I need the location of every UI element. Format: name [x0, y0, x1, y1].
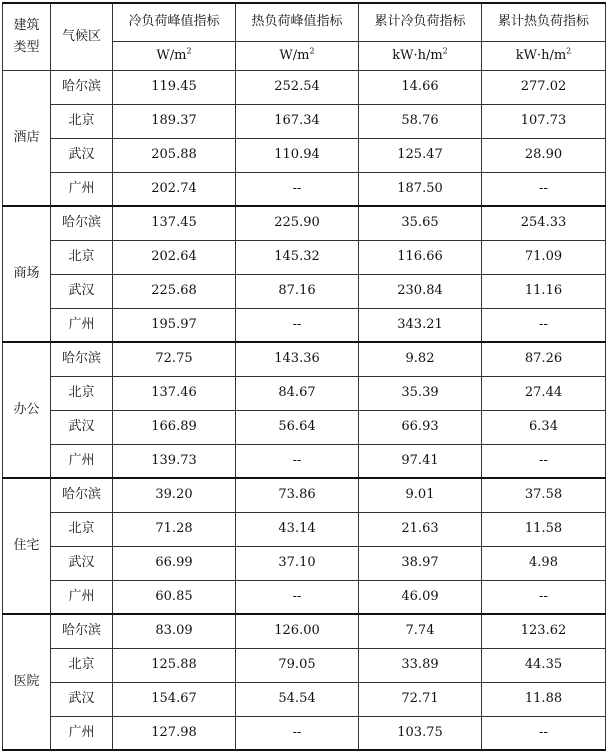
cell-cool-cumulative: 33.89 [359, 648, 482, 682]
cell-cool-peak: 137.45 [113, 206, 236, 240]
cell-cool-peak: 127.98 [113, 716, 236, 750]
cell-heat-cumulative: 6.34 [482, 410, 606, 444]
unit-superscript: 2 [442, 46, 448, 56]
header-row [3, 3, 606, 41]
cell-cool-cumulative: 66.93 [359, 410, 482, 444]
cell-cool-cumulative: 125.47 [359, 138, 482, 172]
cell-heat-peak: 56.64 [236, 410, 359, 444]
cell-cool-cumulative: 97.41 [359, 444, 482, 478]
cell-cool-peak: 39.20 [113, 478, 236, 512]
table-row [3, 206, 606, 240]
cell-cool-peak: 139.73 [113, 444, 236, 478]
table-row [3, 580, 606, 614]
cell-cool-peak: 137.46 [113, 376, 236, 410]
load-index-table [2, 2, 606, 751]
cell-cool-cumulative: 187.50 [359, 172, 482, 206]
table-row [3, 240, 606, 274]
unit-text: W/m [156, 47, 187, 63]
header-heat-cumulative: 累计热负荷指标 [482, 3, 606, 41]
cell-heat-peak: 79.05 [236, 648, 359, 682]
table-row [3, 104, 606, 138]
cell-cool-cumulative: 46.09 [359, 580, 482, 614]
cell-cool-cumulative: 14.66 [359, 70, 482, 104]
unit-superscript: 2 [309, 46, 315, 56]
cell-heat-cumulative: 28.90 [482, 138, 606, 172]
cell-city: 武汉 [51, 138, 113, 172]
cell-city: 广州 [51, 308, 113, 342]
cell-cool-peak: 125.88 [113, 648, 236, 682]
cell-cool-cumulative: 9.82 [359, 342, 482, 376]
cell-cool-cumulative: 35.39 [359, 376, 482, 410]
cell-city: 北京 [51, 104, 113, 138]
table-row [3, 70, 606, 104]
cell-heat-peak: 43.14 [236, 512, 359, 546]
cell-heat-peak: 87.16 [236, 274, 359, 308]
cell-heat-peak: 110.94 [236, 138, 359, 172]
cell-heat-cumulative: -- [482, 580, 606, 614]
cell-cool-peak: 60.85 [113, 580, 236, 614]
cell-cool-cumulative: 343.21 [359, 308, 482, 342]
cell-city: 北京 [51, 648, 113, 682]
unit-cool-cumulative [359, 41, 482, 70]
unit-heat-peak [236, 41, 359, 70]
cell-heat-cumulative: -- [482, 308, 606, 342]
cell-heat-peak: 126.00 [236, 614, 359, 648]
cell-heat-cumulative: 11.88 [482, 682, 606, 716]
table-row [3, 342, 606, 376]
unit-text: kW·h/m [392, 47, 443, 63]
unit-superscript: 2 [186, 46, 192, 56]
cell-building-type: 医院 [3, 614, 51, 750]
load-index-table-container [2, 2, 605, 749]
cell-heat-cumulative: 87.26 [482, 342, 606, 376]
cell-heat-peak: -- [236, 580, 359, 614]
cell-cool-cumulative: 7.74 [359, 614, 482, 648]
cell-cool-peak: 202.74 [113, 172, 236, 206]
cell-heat-peak: -- [236, 308, 359, 342]
cell-heat-peak: -- [236, 444, 359, 478]
cell-cool-cumulative: 72.71 [359, 682, 482, 716]
cell-heat-peak: -- [236, 172, 359, 206]
cell-city: 哈尔滨 [51, 70, 113, 104]
cell-building-type: 酒店 [3, 70, 51, 206]
cell-city: 广州 [51, 444, 113, 478]
cell-cool-peak: 66.99 [113, 546, 236, 580]
cell-heat-cumulative: 11.58 [482, 512, 606, 546]
cell-heat-cumulative: 44.35 [482, 648, 606, 682]
cell-heat-cumulative: -- [482, 444, 606, 478]
cell-cool-peak: 72.75 [113, 342, 236, 376]
cell-cool-cumulative: 9.01 [359, 478, 482, 512]
cell-cool-cumulative: 38.97 [359, 546, 482, 580]
cell-heat-peak: 167.34 [236, 104, 359, 138]
cell-heat-cumulative: 11.16 [482, 274, 606, 308]
cell-city: 武汉 [51, 682, 113, 716]
header-heat-peak: 热负荷峰值指标 [236, 3, 359, 41]
unit-heat-cumulative [482, 41, 606, 70]
cell-heat-peak: 252.54 [236, 70, 359, 104]
header-building-type: 建筑类型 [3, 3, 51, 70]
table-row [3, 376, 606, 410]
cell-cool-cumulative: 21.63 [359, 512, 482, 546]
cell-cool-cumulative: 103.75 [359, 716, 482, 750]
cell-heat-peak: -- [236, 716, 359, 750]
cell-heat-cumulative: 277.02 [482, 70, 606, 104]
cell-cool-cumulative: 230.84 [359, 274, 482, 308]
table-row [3, 546, 606, 580]
cell-city: 武汉 [51, 546, 113, 580]
cell-cool-peak: 195.97 [113, 308, 236, 342]
cell-city: 广州 [51, 716, 113, 750]
cell-city: 武汉 [51, 274, 113, 308]
cell-heat-peak: 73.86 [236, 478, 359, 512]
table-row [3, 478, 606, 512]
cell-cool-peak: 189.37 [113, 104, 236, 138]
table-row [3, 648, 606, 682]
cell-city: 北京 [51, 240, 113, 274]
cell-cool-cumulative: 116.66 [359, 240, 482, 274]
cell-cool-peak: 202.64 [113, 240, 236, 274]
header-cool-peak: 冷负荷峰值指标 [113, 3, 236, 41]
table-row [3, 172, 606, 206]
cell-heat-peak: 143.36 [236, 342, 359, 376]
cell-cool-peak: 71.28 [113, 512, 236, 546]
cell-building-type: 商场 [3, 206, 51, 342]
cell-heat-cumulative: 27.44 [482, 376, 606, 410]
cell-city: 广州 [51, 172, 113, 206]
cell-city: 哈尔滨 [51, 614, 113, 648]
cell-building-type: 住宅 [3, 478, 51, 614]
cell-cool-peak: 154.67 [113, 682, 236, 716]
cell-cool-peak: 166.89 [113, 410, 236, 444]
cell-city: 哈尔滨 [51, 206, 113, 240]
unit-superscript: 2 [566, 46, 572, 56]
table-row [3, 444, 606, 478]
table-body [3, 70, 606, 750]
cell-heat-cumulative: 123.62 [482, 614, 606, 648]
cell-cool-peak: 225.68 [113, 274, 236, 308]
cell-city: 武汉 [51, 410, 113, 444]
cell-heat-peak: 84.67 [236, 376, 359, 410]
cell-city: 哈尔滨 [51, 478, 113, 512]
cell-heat-cumulative: -- [482, 172, 606, 206]
table-row [3, 512, 606, 546]
cell-heat-peak: 225.90 [236, 206, 359, 240]
cell-city: 广州 [51, 580, 113, 614]
table-row [3, 410, 606, 444]
cell-heat-cumulative: -- [482, 716, 606, 750]
table-row [3, 308, 606, 342]
cell-heat-peak: 54.54 [236, 682, 359, 716]
cell-heat-cumulative: 4.98 [482, 546, 606, 580]
table-row [3, 716, 606, 750]
cell-cool-peak: 119.45 [113, 70, 236, 104]
header-cool-cumulative: 累计冷负荷指标 [359, 3, 482, 41]
cell-cool-cumulative: 58.76 [359, 104, 482, 138]
cell-cool-cumulative: 35.65 [359, 206, 482, 240]
table-row [3, 682, 606, 716]
unit-cool-peak [113, 41, 236, 70]
cell-city: 北京 [51, 376, 113, 410]
cell-city: 哈尔滨 [51, 342, 113, 376]
cell-heat-cumulative: 71.09 [482, 240, 606, 274]
cell-heat-cumulative: 37.58 [482, 478, 606, 512]
cell-heat-cumulative: 254.33 [482, 206, 606, 240]
cell-building-type: 办公 [3, 342, 51, 478]
cell-cool-peak: 205.88 [113, 138, 236, 172]
cell-heat-cumulative: 107.73 [482, 104, 606, 138]
unit-text: kW·h/m [515, 47, 567, 63]
unit-text: W/m [279, 47, 310, 63]
cell-cool-peak: 83.09 [113, 614, 236, 648]
cell-heat-peak: 145.32 [236, 240, 359, 274]
table-row [3, 138, 606, 172]
header-climate-zone: 气候区 [51, 3, 113, 70]
cell-heat-peak: 37.10 [236, 546, 359, 580]
table-row [3, 274, 606, 308]
table-row [3, 614, 606, 648]
cell-city: 北京 [51, 512, 113, 546]
